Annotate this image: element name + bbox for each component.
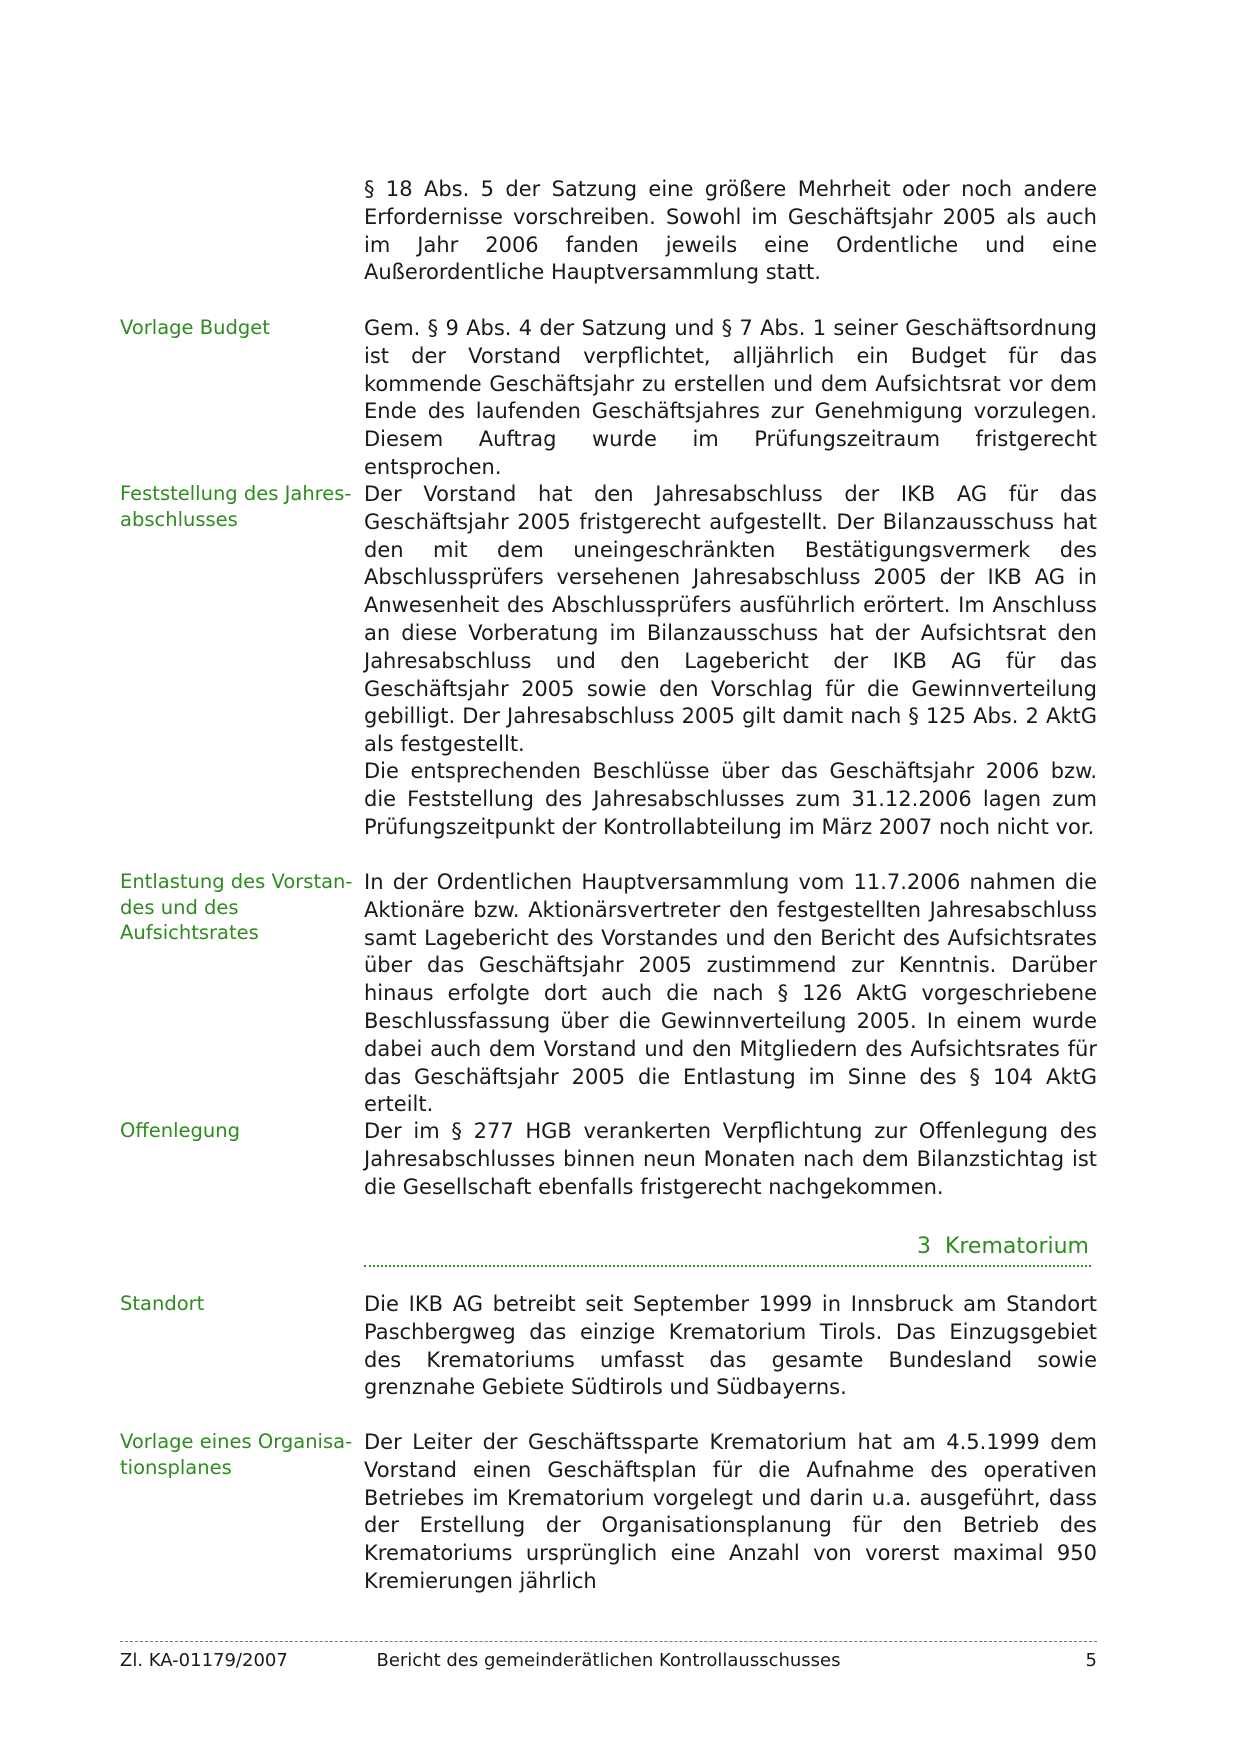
margin-label-entlastung: Entlastung des Vorstandes und des Aufsichtsrates	[120, 870, 353, 944]
margin-label-feststellung: Feststellung des Jahresabschlusses	[120, 482, 352, 531]
chapter-number: 3	[916, 1234, 931, 1259]
paragraph-feststellung: Der Vorstand hat den Jahresabschluss der IKB AG für das Geschäftsjahr 2005 fristgerecht aufgestellt. Der Bilanzausschuss hat den mit dem uneingeschränkten Bestätigungsvermerk des Abschlussprüfers versehenen Jahresabschluss 2005 der IKB AG in Anwesenheit des Abschlussprüfers ausführlich erörtert. Im Anschluss an diese Vorberatung im Bilanzausschuss hat der Aufsichtsrat den Jahresabschluss und den Lagebericht der IKB AG für das Geschäftsjahr 2005 sowie den Vorschlag für die Gewinnverteilung gebilligt. Der Jahresabschluss 2005 gilt damit nach § 125 Abs. 2 AktG als festgestellt.	[364, 482, 1097, 757]
paragraph-offenlegung: Der im § 277 HGB verankerten Verpflichtung zur Offenlegung des Jahresabschlusses binnen neun Monaten nach dem Bilanzstichtag ist die Gesellschaft ebenfalls fristgerecht nachgekommen.	[364, 1119, 1097, 1199]
paragraph-vorlage-budget: Gem. § 9 Abs. 4 der Satzung und § 7 Abs. 1 seiner Geschäftsordnung ist der Vorstand verpflichtet, alljährlich ein Budget für das kommende Geschäftsjahr zu erstellen und dem Aufsichtsrat vor dem Ende des laufenden Geschäftsjahres zur Genehmigung vorzulegen. Diesem Auftrag wurde im Prüfungszeitraum fristgerecht entsprochen.	[364, 316, 1097, 479]
paragraph-satzung-continuation: § 18 Abs. 5 der Satzung eine größere Mehrheit oder noch andere Erfordernisse vorschreiben. Sowohl im Geschäftsjahr 2005 als auch im Jahr 2006 fanden jeweils eine Ordentliche und eine Außerordentliche Hauptversammlung statt.	[364, 177, 1097, 285]
margin-label-organisationsplan: Vorlage eines Organisationsplanes	[120, 1430, 353, 1479]
margin-label-vorlage-budget: Vorlage Budget	[120, 316, 270, 339]
paragraph-entlastung: In der Ordentlichen Hauptversammlung vom 11.7.2006 nahmen die Aktionäre bzw. Aktionärsvertreter den festgestellten Jahresabschluss samt Lagebericht des Vorstandes und den Bericht des Aufsichtsrates über das Geschäftsjahr 2005 zustimmend zur Kenntnis. Darüber hinaus erfolgte dort auch die nach § 126 AktG vorgeschriebene Beschlussfassung über die Gewinnverteilung 2005. In einem wurde dabei auch dem Vorstand und den Mitgliedern des Aufsichtsrates für das Geschäftsjahr 2005 die Entlastung im Sinne des § 104 AktG erteilt.	[364, 870, 1097, 1117]
footer-reference: Zl. KA-01179/2007	[120, 1650, 288, 1671]
paragraph-beschluesse-2006: Die entsprechenden Beschlüsse über das Geschäftsjahr 2006 bzw. die Feststellung des Jahresabschlusses zum 31.12.2006 lagen zum Prüfungszeitpunkt der Kontrollabteilung im März 2007 noch nicht vor.	[364, 759, 1097, 839]
footer-divider	[120, 1641, 1097, 1642]
chapter-title: Krematorium	[944, 1234, 1089, 1259]
footer-title: Bericht des gemeinderätlichen Kontrollausschusses	[376, 1650, 841, 1671]
page-number: 5	[1085, 1650, 1097, 1671]
margin-label-standort: Standort	[120, 1292, 205, 1315]
paragraph-organisationsplan: Der Leiter der Geschäftssparte Krematorium hat am 4.5.1999 dem Vorstand einen Geschäftsplan für die Aufnahme des operativen Betriebes im Krematorium vorgelegt und darin u.a. ausgeführt, dass der Erstellung der Organisationsplanung für den Betrieb des Krematoriums ursprünglich eine Anzahl von vorerst maximal 950 Kremierungen jährlich	[364, 1430, 1097, 1593]
paragraph-standort: Die IKB AG betreibt seit September 1999 in Innsbruck am Standort Paschbergweg das einzige Krematorium Tirols. Das Einzugsgebiet des Krematoriums umfasst das gesamte Bundesland sowie grenznahe Gebiete Südtirols und Südbayerns.	[364, 1292, 1097, 1400]
margin-label-offenlegung: Offenlegung	[120, 1119, 241, 1142]
chapter-heading	[364, 1233, 1089, 1261]
chapter-divider	[364, 1265, 1091, 1267]
